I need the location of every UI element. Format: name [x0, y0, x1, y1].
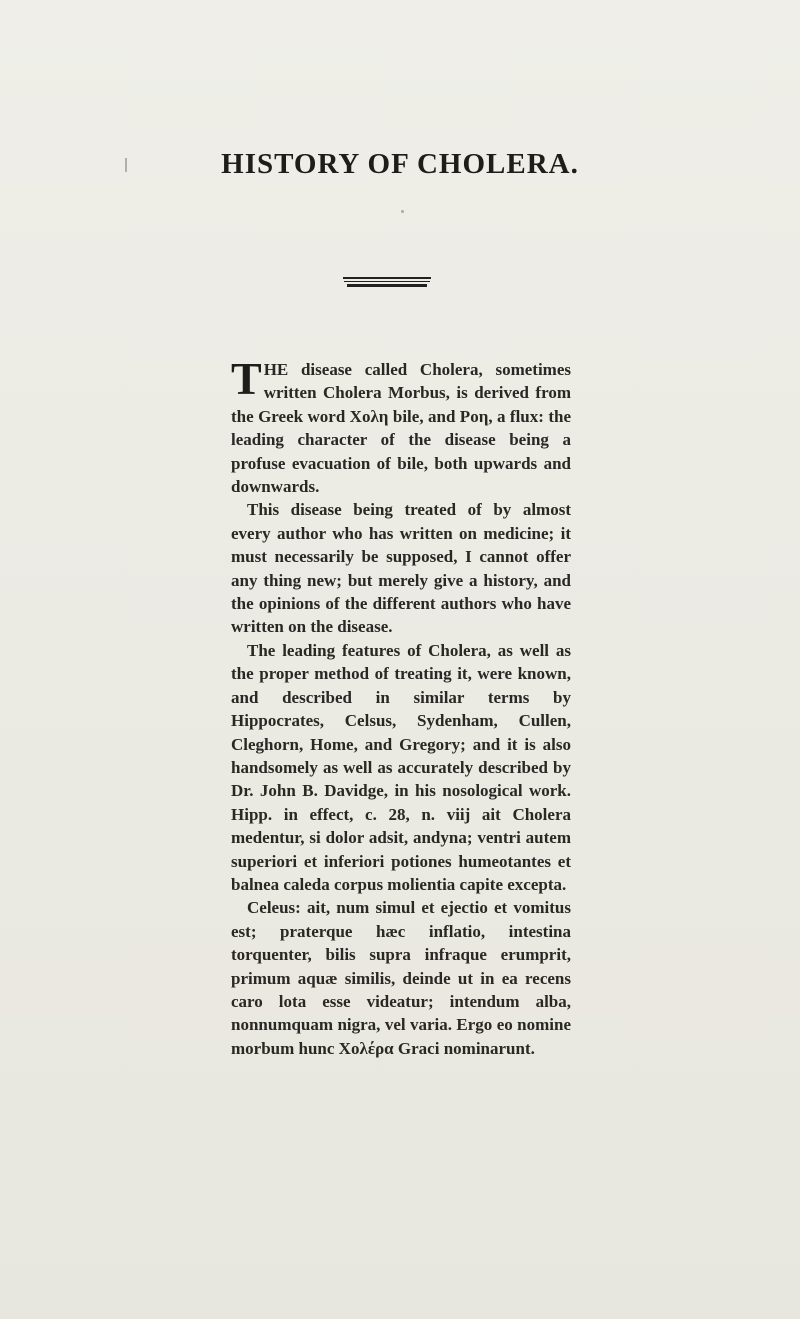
- drop-cap: T: [231, 353, 262, 404]
- page-title: HISTORY OF CHOLERA.: [221, 148, 579, 180]
- paragraph-2: This disease being treated of by almost every author who has written on medicine; it must necessarily be supposed, I cannot offer any thing new; but merely give a history, and the opinions of the different authors who have written on the disease.: [231, 500, 571, 637]
- paragraph-1-text: disease called Cholera, sometimes written Cholera Morbus, is derived from the Greek word Χολη bile, and Ροη, a flux: the leading character of the disease being a profuse evacuation of bile, both upwards and downwards.: [231, 360, 571, 497]
- title-rule-thin: [344, 281, 430, 282]
- body-text: [231, 353, 571, 1060]
- paragraph-1: [231, 353, 571, 498]
- ink-dot: [401, 210, 404, 213]
- title-rule-thick: [347, 284, 427, 287]
- title-rule: [343, 277, 431, 279]
- paragraph-3: The leading features of Cholera, as well as the proper method of treating it, were known, and described in similar terms by Hippocrates, Celsus, Sydenham, Cullen, Cleghorn, Home, and Gregory; and it is also handsomely as well as accurately described by Dr. John B. Davidge, in his nosological work. Hipp. in effect, c. 28, n. viij ait Cholera medentur, si dolor adsit, andyna; ventri autem superiori et inferiori potiones humeotantes et balnea caleda corpus molientia capite excepta.: [231, 640, 571, 894]
- small-caps-word: HE: [263, 360, 289, 379]
- paragraph-4: Celeus: ait, num simul et ejectio et vomitus est; praterque hæc inflatio, intestina torquenter, bilis supra infraque erumprit, primum aquæ similis, deinde ut in ea recens caro lota esse videatur; intendum alba, nonnumquam nigra, vel varia. Ergo eo nomine morbum hunc Χολέρα Graci nominarunt.: [231, 898, 571, 1058]
